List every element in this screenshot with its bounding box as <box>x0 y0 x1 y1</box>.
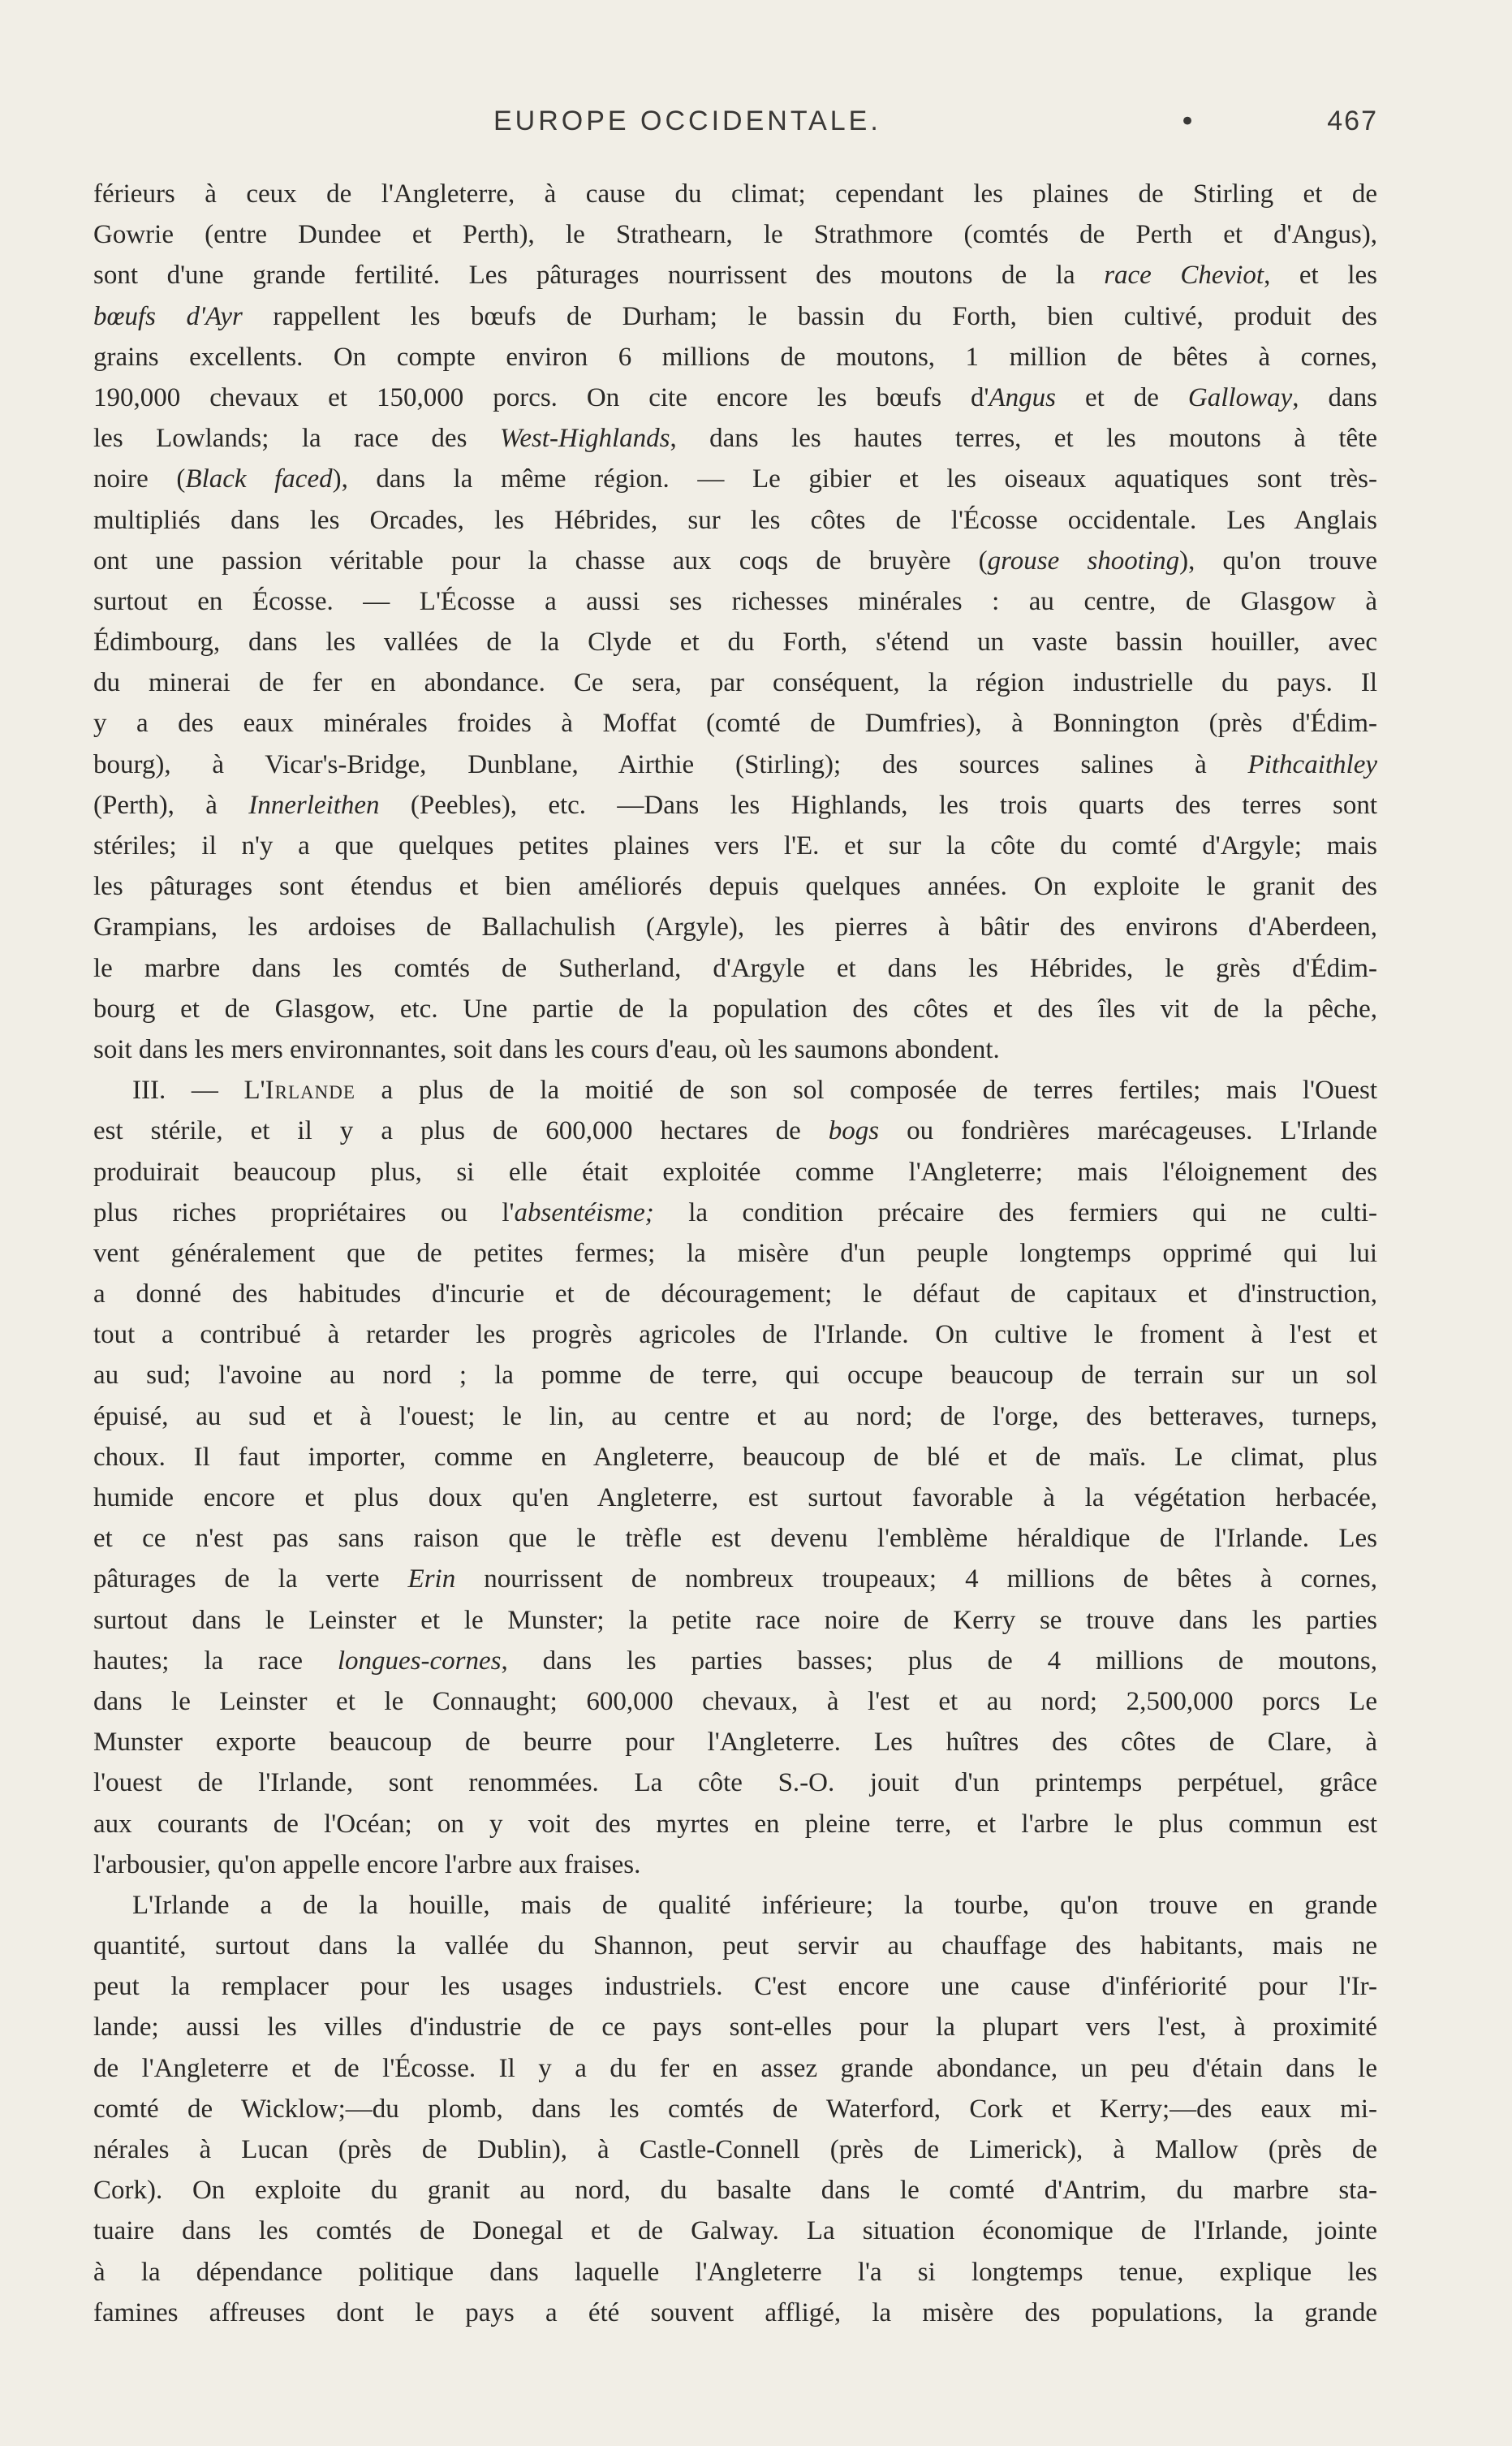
text-run: hautes; la race <box>93 1646 338 1676</box>
text-run: l'arbousier, qu'on appelle encore l'arbre aux fraises. <box>93 1849 641 1879</box>
text-line <box>93 622 1377 662</box>
text-run: , dans <box>1292 382 1377 412</box>
text-line <box>93 1762 1377 1803</box>
text-line <box>93 1437 1377 1478</box>
text-run: le marbre dans les comtés de Sutherland, d'Argyle et dans les Hébrides, le grès d'Édim- <box>93 953 1377 983</box>
text-line <box>93 541 1377 581</box>
text-run: grains excellents. On compte environ 6 millions de moutons, 1 million de bêtes à cornes, <box>93 342 1377 372</box>
text-run: quantité, surtout dans la vallée du Shannon, peut servir au chauffage des habitants, mais ne <box>93 1931 1377 1961</box>
text-run: 190,000 chevaux et 150,000 porcs. On cite encore les bœufs d' <box>93 382 989 412</box>
text-line <box>93 1681 1377 1722</box>
page-header <box>96 106 1378 146</box>
text-line <box>93 1966 1377 2007</box>
text-run: les Lowlands; la race des <box>93 424 500 454</box>
text-run: la condition précaire des fermiers qui ne culti- <box>653 1197 1377 1227</box>
text-line <box>93 2293 1377 2333</box>
text-line <box>93 1233 1377 1274</box>
text-run: Édimbourg, dans les vallées de la Clyde et du Forth, s'étend un vaste bassin houiller, avec <box>93 628 1377 658</box>
text-line <box>93 1600 1377 1641</box>
text-line <box>93 1844 1377 1885</box>
italic-text: Galloway <box>1187 382 1293 412</box>
text-line <box>93 296 1377 337</box>
text-line <box>93 1885 1377 1926</box>
text-line <box>93 2170 1377 2211</box>
italic-text: Pithcaithley <box>1247 749 1377 779</box>
text-line <box>93 703 1377 744</box>
text-run: surtout en Écosse. — L'Écosse a aussi ses richesses minérales : au centre, de Glasgow à <box>93 586 1377 616</box>
text-run: et de <box>1056 382 1188 412</box>
text-line <box>93 826 1377 866</box>
text-run: noire ( <box>93 464 186 494</box>
text-line <box>93 1152 1377 1193</box>
text-run: ), dans la même région. — Le gibier et les oiseaux aquatiques sont très- <box>332 464 1377 494</box>
text-run: Cork). On exploite du granit au nord, du basalte dans le comté d'Antrim, du marbre sta- <box>93 2176 1377 2206</box>
text-run: ont une passion véritable pour la chasse aux coqs de bruyère ( <box>93 546 988 576</box>
text-run: a donné des habitudes d'incurie et de découragement; le défaut de capitaux et d'instruction, <box>93 1279 1377 1309</box>
text-run: , dans les parties basses; plus de 4 millions de moutons, <box>501 1646 1377 1676</box>
text-run: choux. Il faut importer, comme en Angleterre, beaucoup de blé et de maïs. Le climat, plus <box>93 1442 1377 1472</box>
text-line <box>93 214 1377 255</box>
text-line <box>93 989 1377 1029</box>
text-run: Gowrie (entre Dundee et Perth), le Strathearn, le Strathmore (comtés de Perth et d'Angus), <box>93 220 1377 250</box>
text-line <box>93 1070 1377 1111</box>
text-run: comté de Wicklow;—du plomb, dans les comtés de Waterford, Cork et Kerry;—des eaux mi- <box>93 2094 1377 2124</box>
text-line <box>93 2252 1377 2293</box>
text-run: , dans les hautes terres, et les moutons à tête <box>670 424 1377 454</box>
text-run: de l'Angleterre et de l'Écosse. Il y a du fer en assez grande abondance, un peu d'étain dans le <box>93 2053 1377 2083</box>
italic-text: West-Highlands <box>499 424 670 454</box>
text-line <box>93 1193 1377 1233</box>
text-line <box>93 418 1377 459</box>
text-line <box>93 1518 1377 1559</box>
text-line <box>93 377 1377 418</box>
text-run: famines affreuses dont le pays a été souvent affligé, la misère des populations, la grande <box>93 2297 1377 2327</box>
text-line <box>93 1314 1377 1355</box>
text-run: nourrissent de nombreux troupeaux; 4 millions de bêtes à cornes, <box>455 1564 1377 1594</box>
text-run: multipliés dans les Orcades, les Hébrides, sur les côtes de l'Écosse occidentale. Les Anglais <box>93 505 1377 535</box>
text-line <box>93 1478 1377 1518</box>
text-run: bourg), à Vicar's-Bridge, Dunblane, Airthie (Stirling); des sources salines à <box>93 749 1248 779</box>
text-line <box>93 1722 1377 1762</box>
text-line <box>93 2211 1377 2251</box>
text-run: férieurs à ceux de l'Angleterre, à cause du climat; cependant les plaines de Stirling et de <box>93 179 1377 209</box>
text-run: , et les <box>1264 261 1377 291</box>
text-run: pâturages de la verte <box>93 1564 408 1594</box>
text-run: ou fondrières marécageuses. L'Irlande <box>879 1116 1378 1146</box>
text-run: III. — L' <box>132 1076 265 1106</box>
text-run: tuaire dans les comtés de Donegal et de Galway. La situation économique de l'Irlande, jointe <box>93 2216 1377 2246</box>
italic-text: absentéisme; <box>514 1197 654 1227</box>
text-run: tout a contribué à retarder les progrès agricoles de l'Irlande. On cultive le froment à l'est et <box>93 1320 1377 1350</box>
italic-text: Black faced <box>185 464 333 494</box>
italic-text: Innerleithen <box>248 790 380 820</box>
text-line <box>93 500 1377 541</box>
running-title: EUROPE OCCIDENTALE. <box>493 106 881 136</box>
text-line <box>93 2089 1377 2129</box>
text-run: au sud; l'avoine au nord ; la pomme de terre, qui occupe beaucoup de terrain sur un sol <box>93 1361 1377 1391</box>
text-line <box>93 459 1377 499</box>
text-line <box>93 1926 1377 1966</box>
text-line <box>93 174 1377 214</box>
text-line <box>93 744 1377 785</box>
text-run: L'Irlande a de la houille, mais de qualité inférieure; la tourbe, qu'on trouve en grande <box>132 1890 1377 1920</box>
italic-text: bogs <box>828 1116 880 1146</box>
text-line <box>93 1029 1377 1070</box>
text-run: vent généralement que de petites fermes; la misère d'un peuple longtemps opprimé qui lui <box>93 1238 1377 1268</box>
italic-text: grouse shooting <box>987 546 1180 576</box>
body-text <box>93 174 1377 2333</box>
text-run: Munster exporte beaucoup de beurre pour l'Angleterre. Les huîtres des côtes de Clare, à <box>93 1728 1377 1758</box>
italic-text: longues-cornes <box>337 1646 502 1676</box>
header-dot: • <box>1179 106 1196 138</box>
italic-text: Angus <box>989 382 1056 412</box>
text-run: y a des eaux minérales froides à Moffat (comté de Dumfries), à Bonnington (près d'Édim- <box>93 709 1377 739</box>
text-line <box>93 337 1377 377</box>
text-run: stériles; il n'y a que quelques petites plaines vers l'E. et sur la côte du comté d'Argyle; mais <box>93 831 1377 861</box>
text-run: produirait beaucoup plus, si elle était exploitée comme l'Angleterre; mais l'éloignement des <box>93 1157 1377 1187</box>
italic-text: bœufs d'Ayr <box>93 301 243 331</box>
text-run: et ce n'est pas sans raison que le trèfle est devenu l'emblème héraldique de l'Irlande. Les <box>93 1524 1377 1554</box>
text-run: (Peebles), etc. —Dans les Highlands, les trois quarts des terres sont <box>379 790 1377 820</box>
text-run: soit dans les mers environnantes, soit dans les cours d'eau, où les saumons abondent. <box>93 1034 1000 1064</box>
text-run: lande; aussi les villes d'industrie de ce pays sont-elles pour la plupart vers l'est, à proximité <box>93 2012 1377 2043</box>
text-line <box>93 1274 1377 1314</box>
text-line <box>93 2048 1377 2089</box>
text-run: rappellent les bœufs de Durham; le bassin du Forth, bien cultivé, produit des <box>242 301 1378 331</box>
text-run: humide encore et plus doux qu'en Angleterre, est surtout favorable à la végétation herbacée, <box>93 1483 1377 1512</box>
text-line <box>93 581 1377 622</box>
text-run: bourg et de Glasgow, etc. Une partie de la population des côtes et des îles vit de la pêche, <box>93 994 1377 1024</box>
text-run: nérales à Lucan (près de Dublin), à Castle-Connell (près de Limerick), à Mallow (près de <box>93 2135 1377 2164</box>
text-run: (Perth), à <box>93 790 249 820</box>
text-line <box>93 255 1377 296</box>
text-run: peut la remplacer pour les usages industriels. C'est encore une cause d'infériorité pour l'Ir- <box>93 1972 1377 2002</box>
text-run: Grampians, les ardoises de Ballachulish (Argyle), les pierres à bâtir des environs d'Aberdeen, <box>93 912 1377 943</box>
text-line <box>93 662 1377 703</box>
text-line <box>93 2129 1377 2170</box>
text-run: du minerai de fer en abondance. Ce sera, par conséquent, la région industrielle du pays. Il <box>93 668 1377 698</box>
text-line <box>93 1559 1377 1599</box>
page-number: 467 <box>1327 106 1378 136</box>
text-run: l'ouest de l'Irlande, sont renommées. La côte S.-O. jouit d'un printemps perpétuel, grâce <box>93 1768 1377 1798</box>
text-run: épuisé, au sud et à l'ouest; le lin, au centre et au nord; de l'orge, des betteraves, turneps, <box>93 1401 1377 1431</box>
text-line <box>93 907 1377 947</box>
italic-text: race Cheviot <box>1104 261 1264 291</box>
text-line <box>93 1111 1377 1151</box>
text-line <box>93 1355 1377 1396</box>
text-line <box>93 948 1377 989</box>
text-run: a plus de la moitié de son sol composée de terres fertiles; mais l'Ouest <box>355 1076 1377 1106</box>
text-line <box>93 866 1377 907</box>
text-run: sont d'une grande fertilité. Les pâturages nourrissent des moutons de la <box>93 261 1105 291</box>
text-line <box>93 1641 1377 1681</box>
text-run: plus riches propriétaires ou l' <box>93 1197 515 1227</box>
text-run: surtout dans le Leinster et le Munster; la petite race noire de Kerry se trouve dans les parties <box>93 1605 1377 1635</box>
text-line <box>93 2007 1377 2047</box>
text-run: les pâturages sont étendus et bien améliorés depuis quelques années. On exploite le granit des <box>93 872 1377 902</box>
small-caps-text: Irlande <box>265 1076 355 1106</box>
text-run: dans le Leinster et le Connaught; 600,000 chevaux, à l'est et au nord; 2,500,000 porcs Le <box>93 1686 1377 1716</box>
text-run: aux courants de l'Océan; on y voit des myrtes en pleine terre, et l'arbre le plus commun est <box>93 1809 1377 1839</box>
italic-text: Erin <box>407 1564 456 1594</box>
text-line <box>93 1396 1377 1437</box>
text-line <box>93 1804 1377 1844</box>
text-run: est stérile, et il y a plus de 600,000 hectares de <box>93 1116 829 1146</box>
text-run: à la dépendance politique dans laquelle l'Angleterre l'a si longtemps tenue, explique les <box>93 2257 1377 2287</box>
text-line <box>93 785 1377 826</box>
text-run: ), qu'on trouve <box>1179 546 1377 576</box>
